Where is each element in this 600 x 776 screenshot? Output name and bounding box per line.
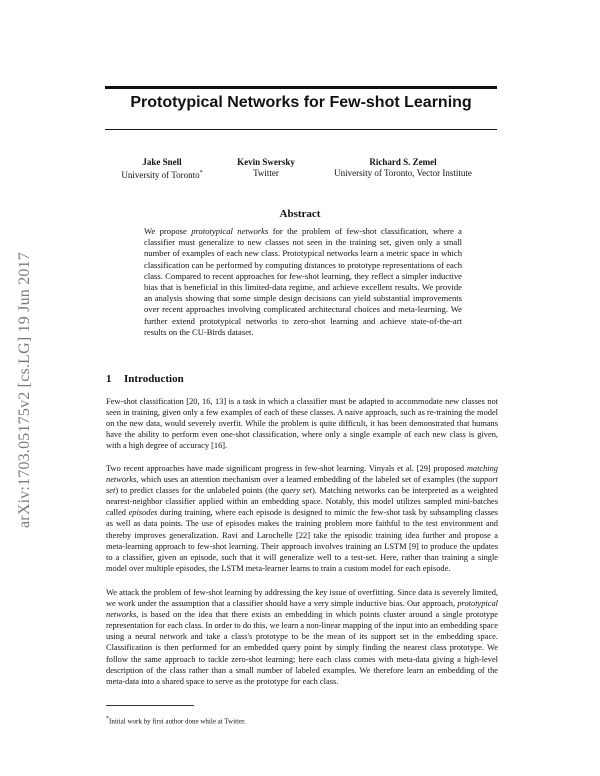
title-rule-top	[105, 86, 497, 89]
intro-paragraph-3: We attack the problem of few-shot learning by addressing the key issue of overfitting. Since data is severely limited, we work under the assumption that a classifier should have a very simple inductive bias. Our approach, prototypical networks, is based on the idea that there exists an embedding in which points cluster around a single prototype representation for each class. In order to do this, we learn a non-linear mapping of the input into an embedding space using a neural network and take a class's prototype to be the mean of its support set in the embedding space. Classification is then performed for an embedded query point by simply finding the nearest class prototype. We follow the same approach to tackle zero-shot learning; here each class comes with meta-data giving a high-level description of the class rather than a small number of labeled examples. We therefore learn an embedding of the meta-data into a shared space to serve as the prototype for each class.	[106, 588, 498, 686]
author-affiliation: University of Toronto*	[121, 170, 203, 180]
footnote: *Initial work by first author done while at Twitter.	[106, 716, 246, 726]
section-title: Introduction	[124, 373, 184, 385]
intro-paragraph-1: Few-shot classification [20, 16, 13] is a task in which a classifier must be adapted to accommodate new classes not seen in training, given only a few examples of each of these classes. A naive approach, such as re-training the model on the new data, would severely overfit. While the problem is quite difficult, it has been demonstrated that humans have the ability to perform even one-shot classification, where only a single example of each new class is given, with a high degree of accuracy [16].	[106, 397, 498, 451]
author-block	[318, 157, 488, 179]
arxiv-stamp	[0, 210, 50, 570]
section-heading	[106, 373, 184, 385]
author-name: Jake Snell	[142, 157, 182, 167]
author-affiliation: University of Toronto, Vector Institute	[334, 168, 472, 178]
author-name: Kevin Swersky	[237, 157, 295, 167]
author-block	[226, 157, 306, 179]
abstract-heading: Abstract	[279, 208, 321, 220]
footnote-rule	[106, 705, 194, 706]
author-affiliation: Twitter	[253, 168, 279, 178]
title-rule-bottom	[105, 129, 497, 130]
intro-paragraph-2: Two recent approaches have made significant progress in few-shot learning. Vinyals et al. [29] proposed matching networks, which uses an attention mechanism over a learned embedding of the labeled set of examples (the support set) to predict classes for the unlabeled points (the query set). Matching networks can be interpreted as a weighted nearest-neighbor classifier applied within an embedding space. Notably, this model utilizes sampled mini-batches called episodes during training, where each episode is designed to mimic the few-shot task by subsampling classes as well as data points. The use of episodes makes the training problem more faithful to the test environment and thereby improves generalization. Ravi and Larochelle [22] take the episodic training idea further and propose a meta-learning approach to few-shot learning. Their approach involves training an LSTM [9] to produce the updates to a classifier, given an episode, such that it will generalize well to a test-set. Here, rather than training a single model over multiple episodes, the LSTM meta-learner learns to train a custom model for each episode.	[106, 464, 498, 573]
abstract-text: We propose prototypical networks for the problem of few-shot classification, where a classifier must generalize to new classes not seen in the training set, given only a small number of examples of each new class. Prototypical networks learn a metric space in which classification can be performed by computing distances to prototype representations of each class. Compared to recent approaches for few-shot learning, they reflect a simpler inductive bias that is beneficial in this limited-data regime, and achieve excellent results. We provide an analysis showing that some simple design decisions can yield substantial improvements over recent approaches involving complicated architectural choices and meta-learning. We further extend prototypical networks to zero-shot learning and achieve state-of-the-art results on the CU-Birds dataset.	[144, 226, 463, 337]
author-name: Richard S. Zemel	[369, 157, 437, 167]
section-number: 1	[106, 373, 112, 385]
author-block	[112, 157, 212, 181]
arxiv-stamp-text: arXiv:1703.05175v2 [cs.LG] 19 Jun 2017	[16, 251, 33, 529]
paper-title: Prototypical Networks for Few-shot Learning	[130, 94, 472, 111]
